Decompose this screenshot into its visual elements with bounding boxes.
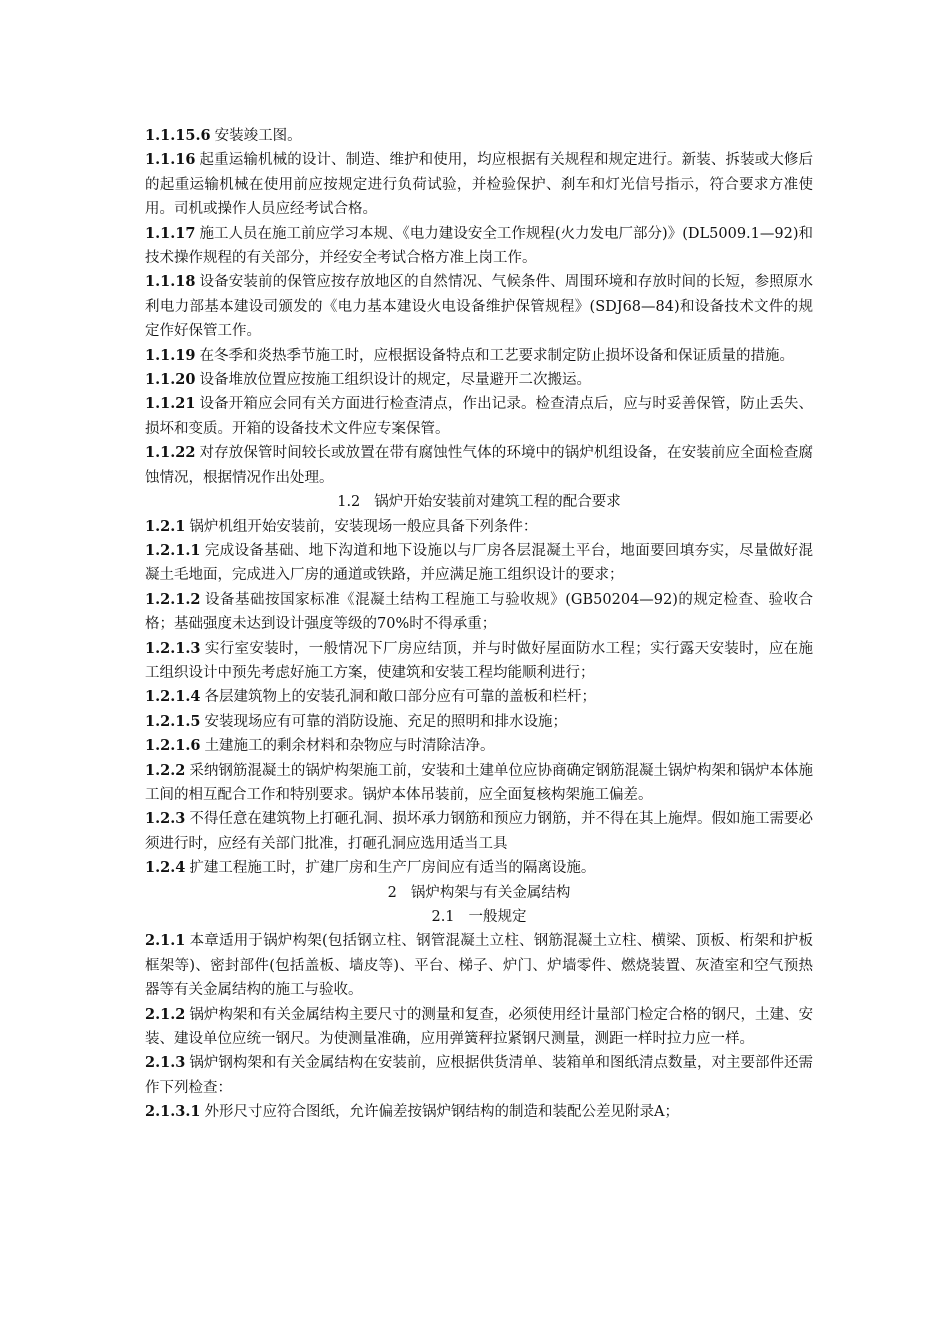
paragraph <box>145 759 813 808</box>
clause-number: 2.1.2 <box>145 1005 186 1023</box>
clause-text: 完成设备基础、地下沟道和地下设施以与厂房各层混凝土平台，地面要回填夯实，尽量做好混凝土毛地面，完成进入厂房的通道或铁路，并应满足施工组织设计的要求； <box>145 542 813 584</box>
section-number: 1.2 <box>337 494 361 511</box>
clause-text: 施工人员在施工前应学习本规、《电力建设安全工作规程(火力发电厂部分)》(DL5009.1—92)和技术操作规程的有关部分，并经安全考试合格方准上岗工作。 <box>145 225 813 267</box>
clause-text: 本章适用于锅炉构架(包括钢立柱、钢管混凝土立柱、钢筋混凝土立柱、横梁、顶板、桁架和护板框架等)、密封部件(包括盖板、墙皮等)、平台、梯子、炉门、炉墙零件、燃烧装置、灰渣室和空气预热器等有关金属结构的施工与验收。 <box>145 933 813 999</box>
section-heading <box>145 490 813 514</box>
paragraph <box>145 588 813 637</box>
paragraph <box>145 270 813 343</box>
paragraph <box>145 515 813 539</box>
document-page <box>145 124 813 1125</box>
paragraph <box>145 148 813 221</box>
clause-text: 采纳钢筋混凝土的锅炉构架施工前，安装和土建单位应协商确定钢筋混凝土锅炉构架和锅炉本体施工间的相互配合工作和特别要求。锅炉本体吊装前，应全面复核构架施工偏差。 <box>145 762 813 803</box>
clause-text: 扩建工程施工时，扩建厂房和生产厂房间应有适当的隔离设施。 <box>189 860 596 877</box>
paragraph <box>145 856 813 880</box>
clause-text: 实行室安装时，一般情况下厂房应结顶，并与时做好屋面防水工程；实行露天安装时，应在施工组织设计中预先考虑好施工方案，使建筑和安装工程均能顺利进行； <box>145 640 813 681</box>
clause-text: 设备开箱应会同有关方面进行检查清点，作出记录。检查清点后，应与时妥善保管，防止丢失、损坏和变质。开箱的设备技术文件应专案保管。 <box>145 396 813 437</box>
clause-number: 1.2.1.6 <box>145 737 201 755</box>
clause-number: 1.2.1.2 <box>145 590 201 608</box>
clause-text: 安装竣工图。 <box>214 128 302 144</box>
clause-text: 在冬季和炎热季节施工时，应根据设备特点和工艺要求制定防止损坏设备和保证质量的措施。 <box>199 347 794 364</box>
paragraph <box>145 441 813 490</box>
section-title: 锅炉开始安装前对建筑工程的配合要求 <box>374 494 621 511</box>
clause-number: 1.2.3 <box>145 810 186 828</box>
clause-text: 安装现场应有可靠的消防设施、充足的照明和排水设施； <box>204 713 568 730</box>
chapter-title: 锅炉构架与有关金属结构 <box>410 884 571 901</box>
paragraph <box>145 1051 813 1100</box>
paragraph <box>145 929 813 1002</box>
clause-number: 1.2.1 <box>145 517 186 535</box>
clause-number: 1.2.1.4 <box>145 688 201 706</box>
clause-number: 1.1.19 <box>145 346 196 364</box>
paragraph <box>145 637 813 686</box>
clause-number: 1.1.16 <box>145 151 196 169</box>
paragraph <box>145 710 813 734</box>
paragraph <box>145 734 813 758</box>
section-number: 2.1 <box>431 909 455 925</box>
clause-text: 锅炉构架和有关金属结构主要尺寸的测量和复查，必须使用经计量部门检定合格的钢尺，土建、安装、建设单位应统一钢尺。为使测量准确，应用弹簧秤拉紧钢尺测量，测距一样时拉力应一样。 <box>145 1006 813 1048</box>
paragraph <box>145 807 813 856</box>
paragraph <box>145 685 813 709</box>
clause-text: 外形尺寸应符合图纸，允许偏差按锅炉钢结构的制造和装配公差见附录A； <box>204 1104 679 1121</box>
paragraph <box>145 368 813 392</box>
paragraph <box>145 539 813 588</box>
clause-text: 各层建筑物上的安装孔洞和敞口部分应有可靠的盖板和栏杆； <box>204 689 597 706</box>
clause-number: 2.1.3 <box>145 1054 186 1072</box>
clause-text: 设备安装前的保管应按存放地区的自然情况、气候条件、周围环境和存放时间的长短，参照原水利电力部基本建设司颁发的《电力基本建设火电设备维护保管规程》(SDJ68—84)和设备技术文件的规定作好保管工作。 <box>145 274 813 340</box>
clause-number: 1.2.1.3 <box>145 639 201 657</box>
clause-text: 不得任意在建筑物上打砸孔洞、损坏承力钢筋和预应力钢筋，并不得在其上施焊。假如施工需要必须进行时，应经有关部门批准，打砸孔洞应选用适当工具 <box>145 811 813 852</box>
clause-number: 1.1.20 <box>145 371 196 389</box>
clause-text: 起重运输机械的设计、制造、维护和使用，均应根据有关规程和规定进行。新装、拆装或大修后的起重运输机械在使用前应按规定进行负荷试验，并检验保护、刹车和灯光信号指示，符合要求方准使用。司机或操作人员应经考试合格。 <box>145 152 813 218</box>
clause-number: 1.1.22 <box>145 444 196 462</box>
clause-text: 锅炉钢构架和有关金属结构在安装前，应根据供货清单、装箱单和图纸清点数量，对主要部件还需作下列检查： <box>145 1055 813 1096</box>
paragraph <box>145 392 813 441</box>
clause-text: 设备堆放位置应按施工组织设计的规定，尽量避开二次搬运。 <box>199 372 591 389</box>
paragraph <box>145 1100 813 1124</box>
clause-text: 锅炉机组开始安装前，安装现场一般应具备下列条件： <box>189 518 538 535</box>
section-heading <box>145 905 813 929</box>
clause-number: 1.2.1.5 <box>145 712 201 730</box>
section-title: 一般规定 <box>468 909 527 925</box>
paragraph <box>145 124 813 148</box>
clause-text: 设备基础按国家标准《混凝土结构工程施工与验收规》(GB50204—92)的规定检查、验收合格；基础强度未达到设计强度等级的70%时不得承重； <box>145 591 813 633</box>
clause-text: 对存放保管时间较长或放置在带有腐蚀性气体的环境中的锅炉机组设备，在安装前应全面检查腐蚀情况，根据情况作出处理。 <box>145 445 813 486</box>
clause-number: 2.1.1 <box>145 932 186 950</box>
clause-number: 1.2.2 <box>145 761 186 779</box>
clause-number: 1.1.17 <box>145 224 196 242</box>
clause-number: 1.2.4 <box>145 859 186 877</box>
clause-number: 2.1.3.1 <box>145 1103 201 1121</box>
paragraph <box>145 1003 813 1052</box>
clause-number: 1.1.18 <box>145 273 196 291</box>
paragraph <box>145 344 813 368</box>
paragraph <box>145 222 813 271</box>
clause-number: 1.1.21 <box>145 395 196 413</box>
chapter-number: 2 <box>387 884 397 901</box>
clause-text: 土建施工的剩余材料和杂物应与时清除洁净。 <box>204 738 495 755</box>
clause-number: 1.1.15.6 <box>145 127 211 144</box>
clause-number: 1.2.1.1 <box>145 541 201 559</box>
chapter-heading <box>145 881 813 905</box>
